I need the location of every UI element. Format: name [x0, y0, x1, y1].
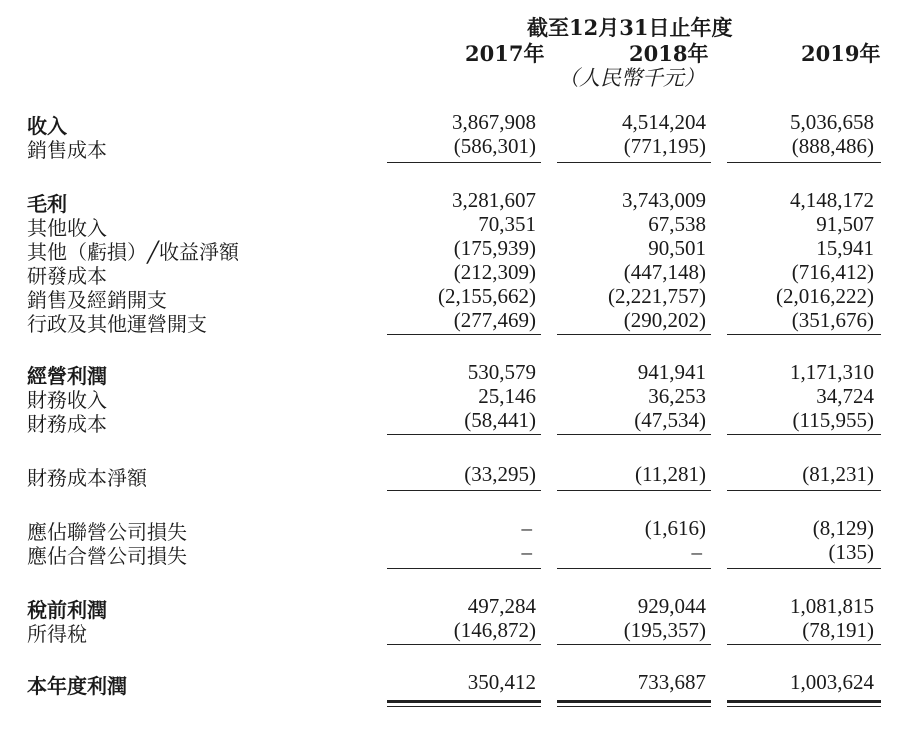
row-label: 應佔合營公司損失 — [27, 544, 187, 568]
row-label: 財務收入 — [27, 388, 107, 412]
value-cell: (8,129) — [812, 516, 874, 540]
value-cell: 3,867,908 — [452, 110, 536, 134]
row-label: 本年度利潤 — [27, 674, 127, 698]
value-cell: (716,412) — [791, 260, 874, 284]
value-cell: 1,003,624 — [790, 670, 874, 694]
rule-col3 — [727, 644, 881, 645]
rule-col1 — [387, 490, 541, 491]
rule-col1 — [387, 434, 541, 435]
value-cell: (78,191) — [802, 618, 874, 642]
value-cell: 36,253 — [648, 384, 706, 408]
rule-col2 — [557, 644, 711, 645]
value-cell: (195,357) — [623, 618, 706, 642]
value-cell: (146,872) — [453, 618, 536, 642]
value-cell: (135) — [828, 540, 874, 564]
double-rule-col1 — [387, 700, 541, 707]
column-header-2018: 2018年 — [629, 41, 709, 66]
rule-col2 — [557, 490, 711, 491]
row-label: 行政及其他運營開支 — [27, 312, 207, 336]
value-cell: (81,231) — [802, 462, 874, 486]
value-cell: (586,301) — [453, 134, 536, 158]
value-cell: 941,941 — [637, 360, 706, 384]
rule-col1 — [387, 644, 541, 645]
value-cell: 3,281,607 — [452, 188, 536, 212]
value-cell: 67,538 — [648, 212, 706, 236]
row-label: 經營利潤 — [27, 364, 107, 388]
row-label: 其他收入 — [27, 216, 107, 240]
value-cell: 350,412 — [467, 670, 536, 694]
value-cell: 1,171,310 — [790, 360, 874, 384]
value-cell: 497,284 — [467, 594, 536, 618]
value-cell: (58,441) — [464, 408, 536, 432]
value-cell: – — [691, 540, 702, 564]
value-cell: (175,939) — [453, 236, 536, 260]
value-cell: (351,676) — [791, 308, 874, 332]
value-cell: (290,202) — [623, 308, 706, 332]
rule-col2 — [557, 334, 711, 335]
value-cell: (115,955) — [792, 408, 874, 432]
double-rule-col2 — [557, 700, 711, 707]
rule-col3 — [727, 434, 881, 435]
value-cell: 3,743,009 — [622, 188, 706, 212]
value-cell: 91,507 — [816, 212, 874, 236]
value-cell: – — [521, 540, 532, 564]
value-cell: 530,579 — [467, 360, 536, 384]
value-cell: 70,351 — [478, 212, 536, 236]
value-cell: (33,295) — [464, 462, 536, 486]
row-label: 財務成本淨額 — [27, 466, 147, 490]
rule-col3 — [727, 334, 881, 335]
rule-col2 — [557, 162, 711, 163]
unit-label: （人民幣千元） — [558, 66, 705, 90]
value-cell: 4,514,204 — [622, 110, 706, 134]
value-cell: (47,534) — [634, 408, 706, 432]
column-header-2017: 2017年 — [465, 41, 545, 66]
rule-col2 — [557, 568, 711, 569]
value-cell: (2,016,222) — [776, 284, 874, 308]
period-header: 截至12月31日止年度 — [527, 15, 733, 40]
row-label: 稅前利潤 — [27, 598, 107, 622]
value-cell: – — [521, 516, 532, 540]
value-cell: 929,044 — [637, 594, 706, 618]
value-cell: 1,081,815 — [790, 594, 874, 618]
value-cell: 5,036,658 — [790, 110, 874, 134]
row-label: 財務成本 — [27, 412, 107, 436]
row-label: 研發成本 — [27, 264, 107, 288]
rule-col3 — [727, 490, 881, 491]
row-label: 所得稅 — [27, 622, 87, 646]
value-cell: 90,501 — [648, 236, 706, 260]
double-rule-col3 — [727, 700, 881, 707]
value-cell: (2,155,662) — [438, 284, 536, 308]
value-cell: 15,941 — [816, 236, 874, 260]
row-label: 收入 — [27, 114, 67, 138]
value-cell: (277,469) — [453, 308, 536, 332]
value-cell: (888,486) — [791, 134, 874, 158]
row-label: 銷售及經銷開支 — [27, 288, 167, 312]
rule-col3 — [727, 568, 881, 569]
rule-col1 — [387, 334, 541, 335]
value-cell: (1,616) — [644, 516, 706, 540]
rule-col1 — [387, 568, 541, 569]
rule-col2 — [557, 434, 711, 435]
value-cell: (11,281) — [635, 462, 706, 486]
value-cell: (447,148) — [623, 260, 706, 284]
value-cell: (2,221,757) — [608, 284, 706, 308]
value-cell: (771,195) — [623, 134, 706, 158]
row-label: 銷售成本 — [27, 138, 107, 162]
rule-col3 — [727, 162, 881, 163]
row-label: 毛利 — [27, 192, 67, 216]
rule-col1 — [387, 162, 541, 163]
value-cell: 25,146 — [478, 384, 536, 408]
value-cell: 733,687 — [637, 670, 706, 694]
value-cell: 4,148,172 — [790, 188, 874, 212]
value-cell: (212,309) — [453, 260, 536, 284]
column-header-2019: 2019年 — [801, 41, 881, 66]
row-label: 其他（虧損）╱收益淨額 — [27, 240, 240, 264]
value-cell: 34,724 — [816, 384, 874, 408]
row-label: 應佔聯營公司損失 — [27, 520, 187, 544]
